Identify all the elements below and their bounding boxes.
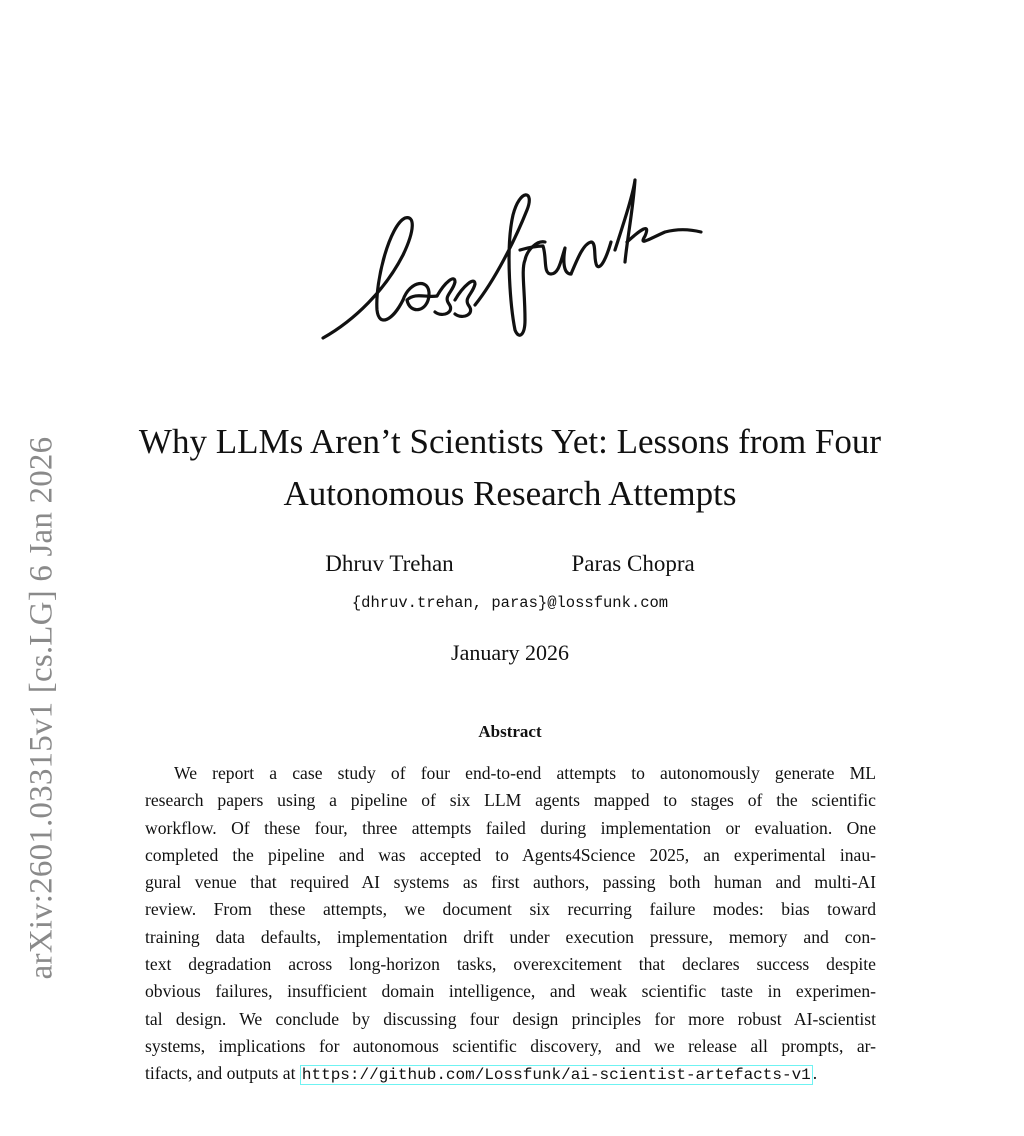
abstract-line: research papers using a pipeline of six LLM agents mapped to stages of the scientific bbox=[145, 790, 876, 811]
paper-date: January 2026 bbox=[451, 640, 569, 665]
arxiv-identifier: arXiv:2601.03315v1 [cs.LG] 6 Jan 2026 bbox=[23, 436, 60, 980]
abstract-line: tal design. We conclude by discussing four design principles for more robust AI-scientist bbox=[145, 1008, 876, 1029]
abstract-line: training data defaults, implementation drift under execution pressure, memory and con- bbox=[145, 926, 876, 947]
github-link[interactable]: https://github.com/Lossfunk/ai-scientist-artefacts-v1 bbox=[301, 1066, 811, 1085]
abstract-line: workflow. Of these four, three attempts failed during implementation or evaluation. One bbox=[145, 817, 876, 838]
abstract-line: obvious failures, insufficient domain intelligence, and weak scientific taste in experimen- bbox=[145, 981, 876, 1002]
author-name: Paras Chopra bbox=[571, 551, 695, 576]
abstract-line bbox=[145, 1060, 876, 1087]
abstract-line: text degradation across long-horizon tasks, overexcitement that declares success despite bbox=[145, 954, 876, 975]
abstract-line: completed the pipeline and was accepted to Agents4Science 2025, an experimental inau- bbox=[145, 844, 876, 865]
abstract-line: review. From these attempts, we document six recurring failure modes: bias toward bbox=[145, 899, 876, 920]
abstract-text: tifacts, and outputs at bbox=[145, 1063, 300, 1084]
abstract-heading: Abstract bbox=[478, 722, 542, 741]
paper-title-line-1: Why LLMs Aren’t Scientists Yet: Lessons from Four bbox=[138, 422, 882, 461]
abstract-line: gural venue that required AI systems as first authors, passing both human and multi-AI bbox=[145, 872, 876, 893]
authors bbox=[0, 551, 1020, 577]
lossfunk-logo bbox=[315, 170, 710, 350]
author-name: Dhruv Trehan bbox=[325, 551, 454, 576]
abstract-line: systems, implications for autonomous scientific discovery, and we release all prompts, ar- bbox=[145, 1035, 876, 1056]
abstract-text: . bbox=[812, 1063, 818, 1084]
abstract-body bbox=[145, 760, 876, 1088]
paper-title-line-2: Autonomous Research Attempts bbox=[283, 474, 737, 513]
abstract-line: We report a case study of four end-to-end attempts to autonomously generate ML bbox=[174, 763, 876, 783]
author-email: {dhruv.trehan, paras}@lossfunk.com bbox=[351, 594, 669, 612]
